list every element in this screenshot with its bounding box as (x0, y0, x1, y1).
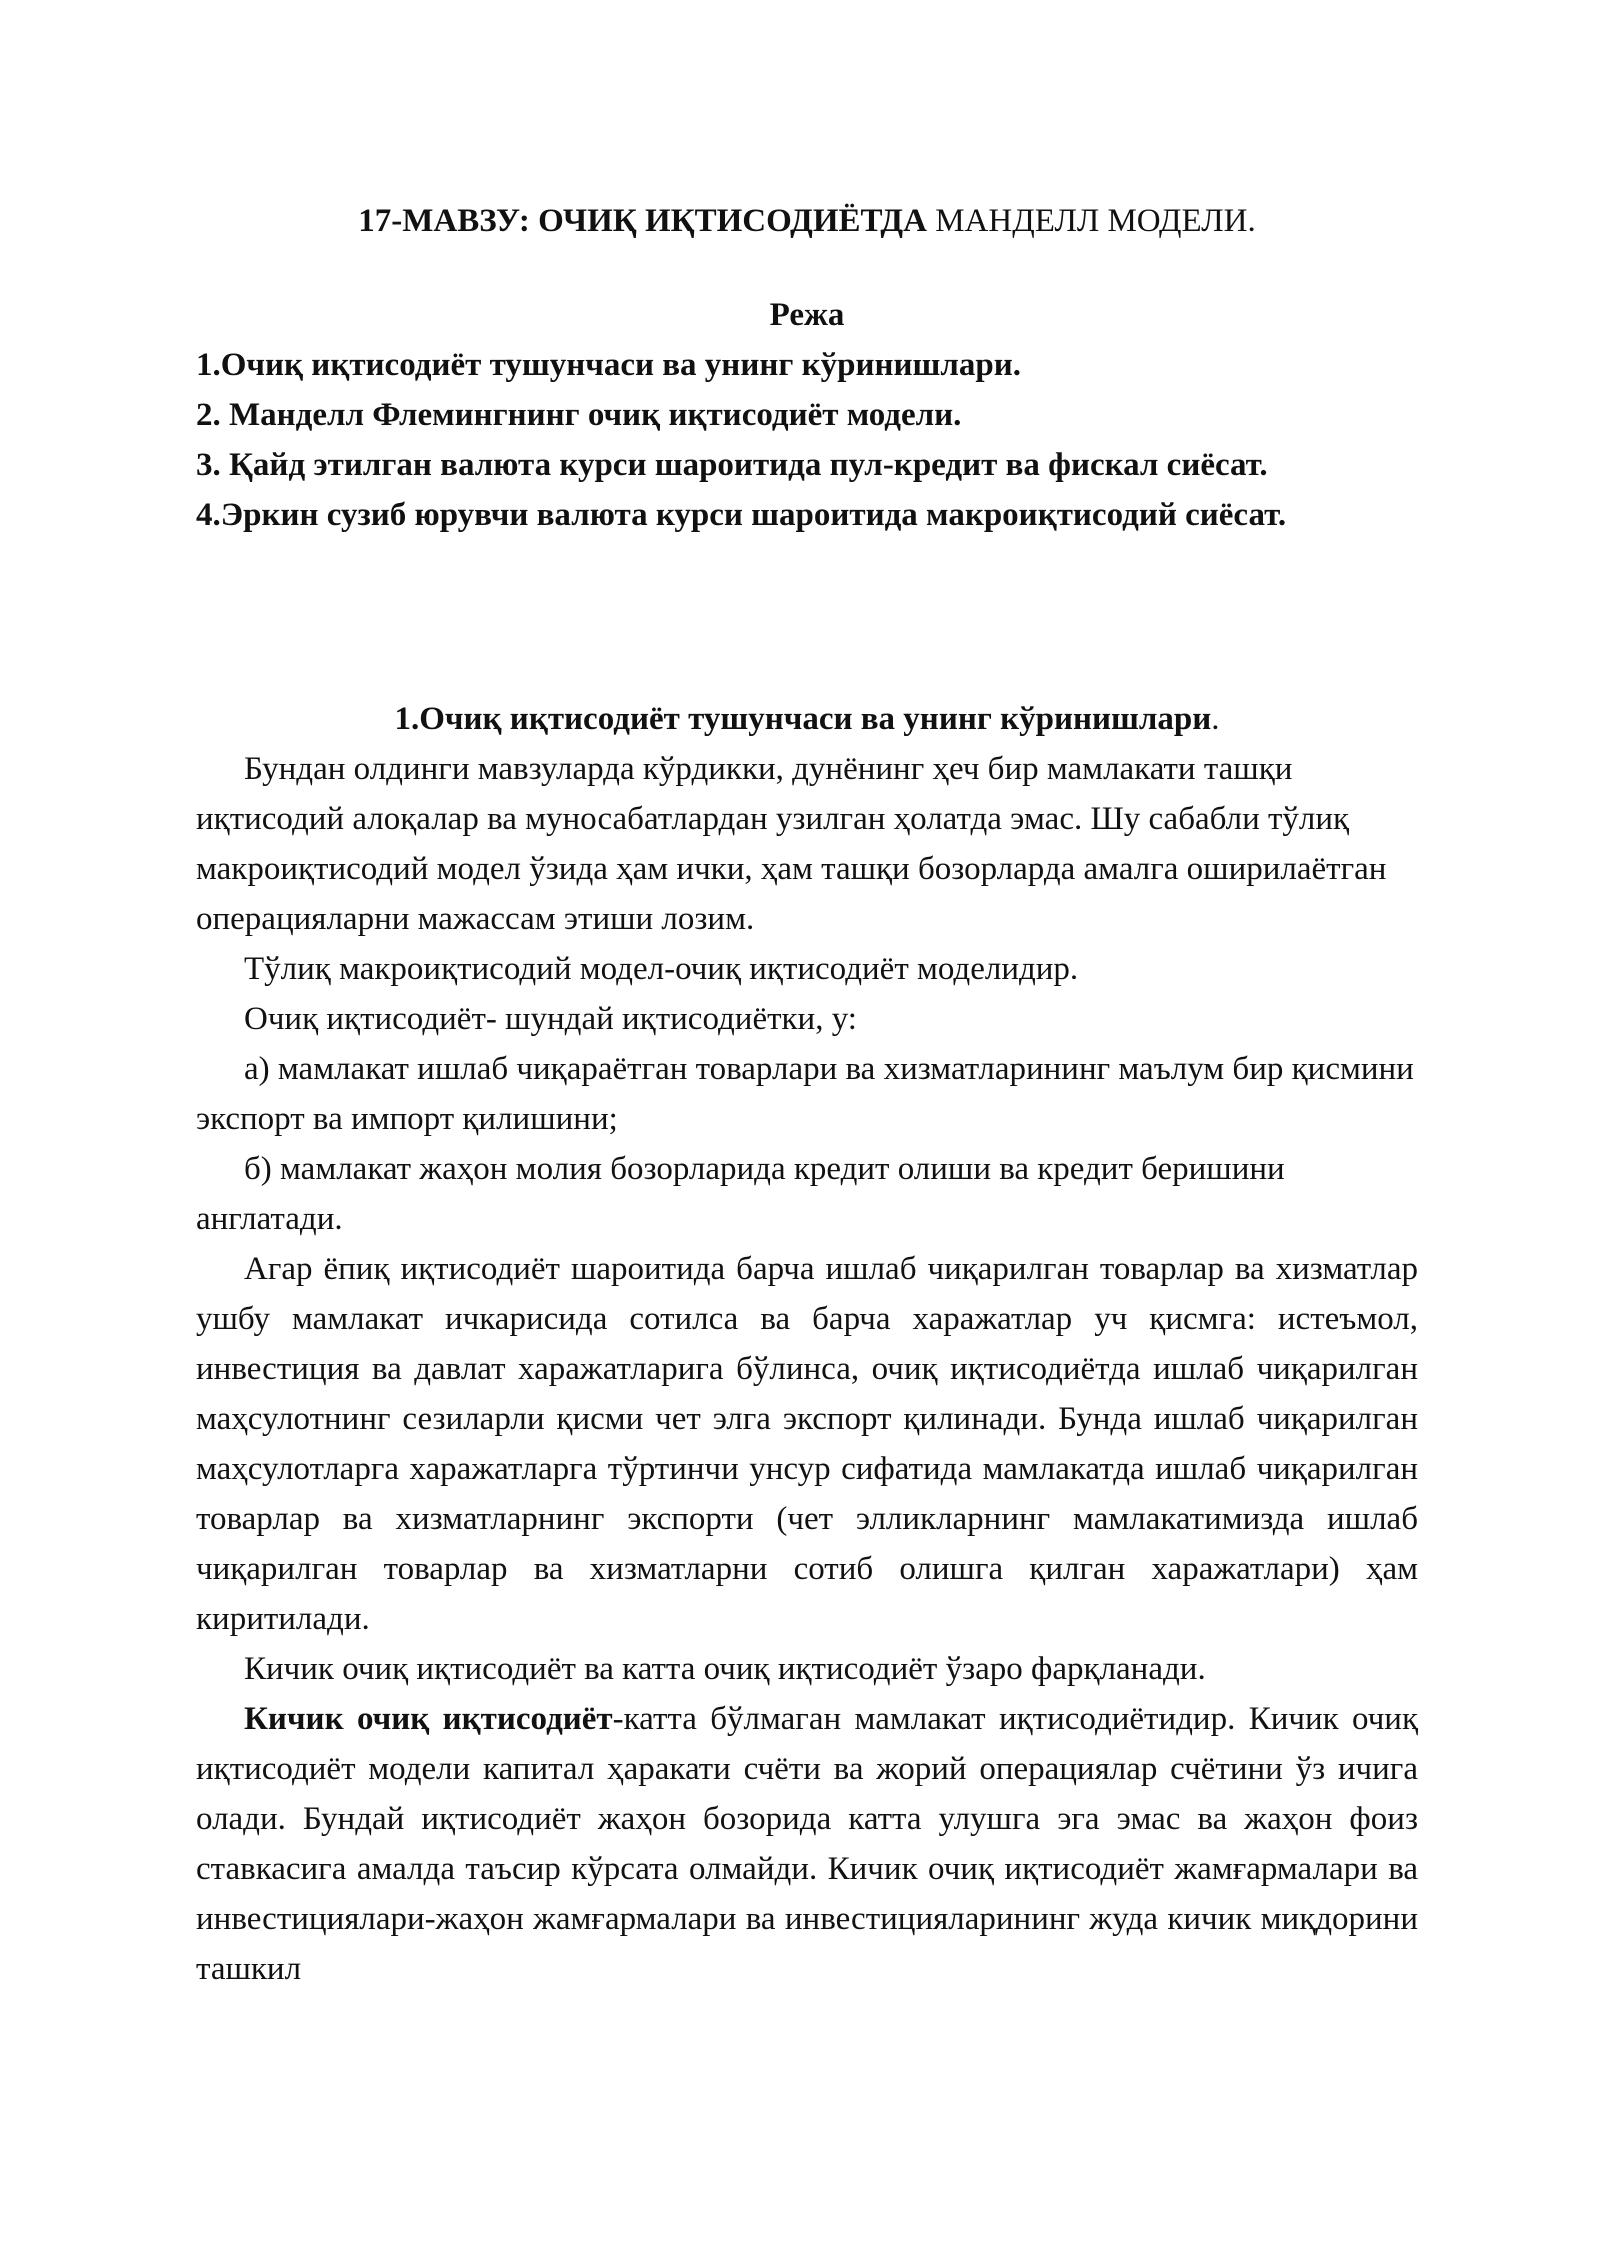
paragraph-1: Бундан олдинги мавзуларда кўрдикки, дунёнинг ҳеч бир мамлакати ташқи иқтисодий алоқалар ва муносабатлардан узилган ҳолатда эмас. Шу сабабли тўлиқ макроиқтисодий модел ўзида ҳам ички, ҳам ташқи бозорларда амалга оширилаётган операцияларни мажассам этиши лозим. (196, 751, 1387, 937)
small-open-term: Кичик очиқ иқтисодиёт (244, 1701, 613, 1737)
plan-list (196, 340, 1418, 540)
plan-item-4: 4.Эркин сузиб юрувчи валюта курси шароитида макроиқтисодий сиёсат. (196, 497, 1287, 533)
plan-heading: Режа (769, 297, 845, 333)
paragraph-7: Кичик очиқ иқтисодиёт ва катта очиқ иқтисодиёт ўзаро фарқланади. (244, 1651, 1206, 1687)
section-heading-bold: 1.Очиқ иқтисодиёт тушунчаси ва унинг кўринишлари (394, 701, 1212, 737)
section-heading (196, 694, 1418, 744)
plan-item-3: 3. Қайд этилган валюта курси шароитида пул-кредит ва фискал сиёсат. (196, 447, 1268, 483)
title-bold-part: 17-МАВЗУ: ОЧИҚ ИҚТИСОДИЁТДА (358, 203, 927, 239)
paragraph-6: Агар ёпиқ иқтисодиёт шароитида барча ишлаб чиқарилган товарлар ва хизматлар ушбу мамлакат ичкарисида сотилса ва барча харажатлар уч қисмга: истеъмол, инвестиция ва давлат харажатларига бўлинса, очиқ иқтисодиётда ишлаб чиқарилган маҳсулотнинг сезиларли қисми чет элга экспорт қилинади. Бунда ишлаб чиқарилган маҳсулотларга харажатларга тўртинчи унсур сифатида мамлакатда ишлаб чиқарилган товарлар ва хизматларнинг экспорти (чет элликларнинг мамлакатимизда ишлаб чиқарилган товарлар ва хизматларни сотиб олишга қилган харажатлари) ҳам киритилади. (196, 1251, 1418, 1637)
paragraph-8 (196, 1694, 1418, 1994)
paragraph-4: а) мамлакат ишлаб чиқараётган товарлари ва хизматларининг маълум бир қисмини экспорт ва импорт қилишини; (196, 1051, 1414, 1137)
plan-item-1: 1.Очиқ иқтисодиёт тушунчаси ва унинг кўринишлари. (196, 347, 1021, 383)
paragraph-2: Тўлиқ макроиқтисодий модел-очиқ иқтисодиёт моделидир. (244, 951, 1079, 987)
title-regular-part: МАНДЕЛЛ МОДЕЛИ. (926, 203, 1256, 239)
small-open-text: -катта бўлмаган мамлакат иқтисодиётидир. Кичик очиқ иқтисодиёт модели капитал ҳаракати счёти ва жорий операциялар счётини ўз ичига олади. Бундай иқтисодиёт жаҳон бозорида катта улушга эга эмас ва жаҳон фоиз ставкасига амалда таъсир кўрсата олмайди. Кичик очиқ иқтисодиёт жамғармалари ва инвестициялари-жаҳон жамғармалари ва инвестицияларининг жуда кичик миқдорини ташкил (196, 1701, 1418, 1987)
paragraph-5: б) мамлакат жаҳон молия бозорларида кредит олиши ва кредит беришини англатади. (196, 1151, 1285, 1237)
paragraph-3: Очиқ иқтисодиёт- шундай иқтисодиётки, у: (244, 1001, 857, 1037)
plan-item-2: 2. Манделл Флемингнинг очиқ иқтисодиёт модели. (196, 397, 962, 433)
section-heading-tail: . (1211, 701, 1220, 737)
section-body (196, 744, 1418, 1994)
document-title (196, 196, 1418, 246)
